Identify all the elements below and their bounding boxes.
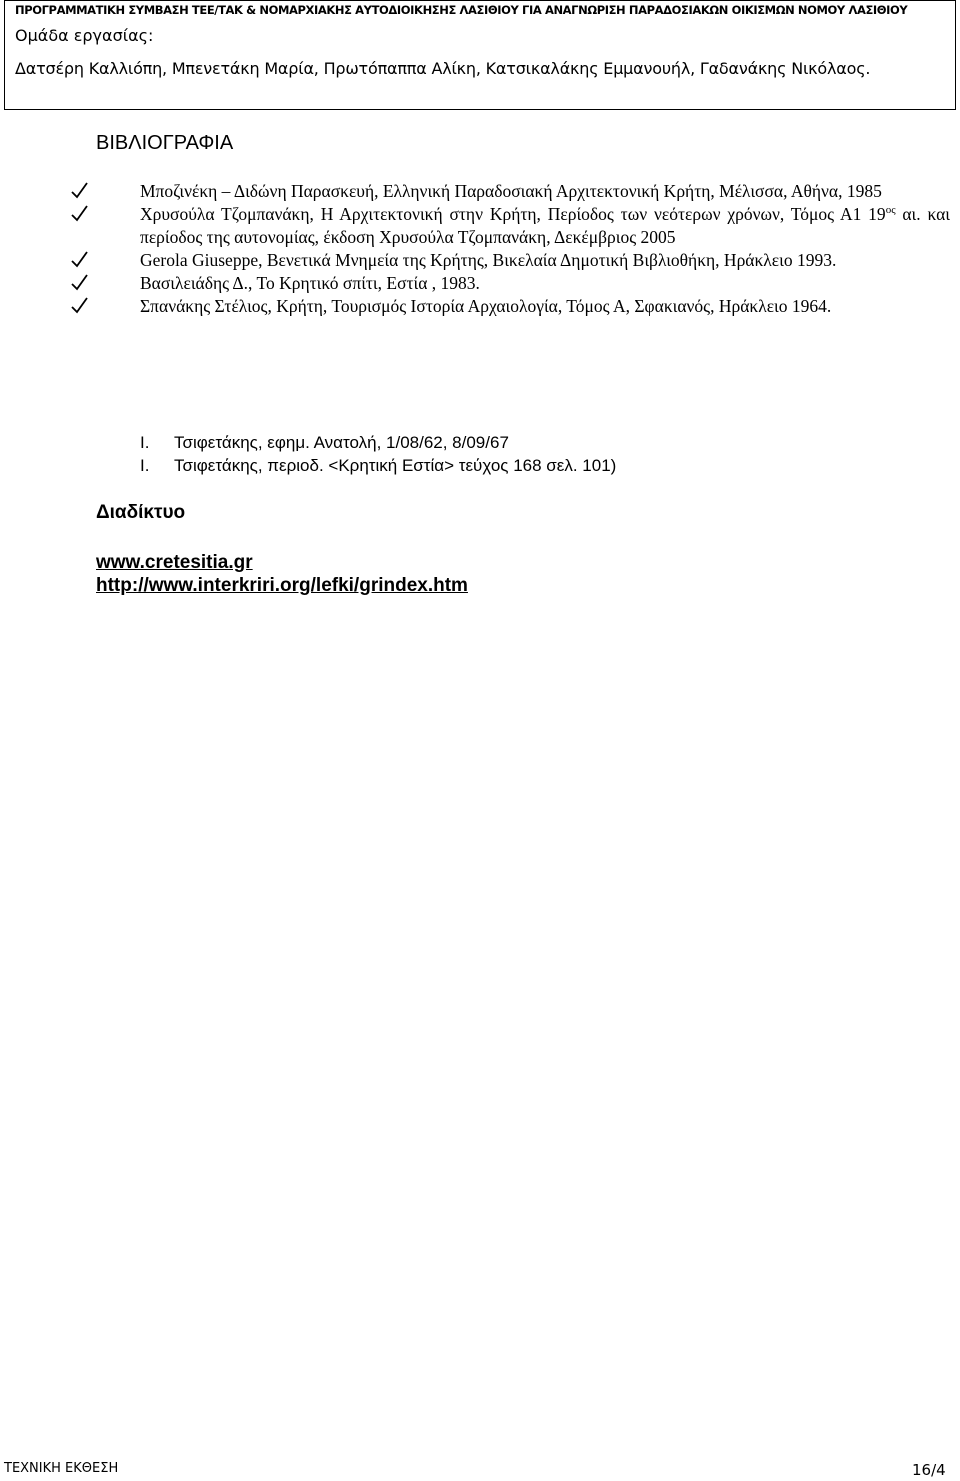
reference-text: Gerola Giuseppe, Βενετικά Μνημεία της Κρήτης, Βικελαία Δημοτική Βιβλιοθήκη, Ηράκλειο 1993. bbox=[140, 250, 837, 270]
program-title: ΠΡΟΓΡΑΜΜΑΤΙΚΗ ΣΥΜΒΑΣΗ ΤΕΕ/ΤΑΚ & ΝΟΜΑΡΧΙΑΚΗΣ ΑΥΤΟΔΙΟΙΚΗΣΗΣ ΛΑΣΙΘΙΟΥ ΓΙΑ ΑΝΑΓΝΩΡΙΣΗ ΠΑΡΑΔΟΣΙΑΚΩΝ ΟΙΚΙΣΜΩΝ ΝΟΜΟΥ ΛΑΣΙΘΙΟΥ bbox=[15, 3, 908, 17]
internet-title: Διαδίκτυο bbox=[96, 502, 186, 523]
reference-item bbox=[70, 180, 950, 203]
bibliography-title: ΒΙΒΛΙΟΓΡΑΦΙΑ bbox=[96, 132, 234, 154]
reference-text: Σπανάκης Στέλιος, Κρήτη, Τουρισμός Ιστορία Αρχαιολογία, Τόμος Α, Σφακιανός, Ηράκλειο 1964. bbox=[140, 296, 832, 316]
link-cretesitia[interactable]: www.cretesitia.gr bbox=[96, 552, 253, 573]
reference-item bbox=[70, 272, 950, 295]
reference-text: Χρυσούλα Τζομπανάκη, Η Αρχιτεκτονική στην Κρήτη, Περίοδος των νεότερων χρόνων, Τόμος Α1 19 bbox=[140, 204, 886, 224]
reference-item bbox=[70, 295, 950, 318]
bibliography-list bbox=[70, 180, 950, 318]
initial: Ι. bbox=[140, 456, 150, 475]
footer-title: ΤΕΧΝΙΚΗ ΕΚΘΕΣΗ bbox=[4, 1461, 119, 1476]
reference-text: Βασιλειάδης Δ., Το Κρητικό σπίτι, Εστία , 1983. bbox=[140, 273, 480, 293]
newspaper-references bbox=[140, 431, 616, 477]
check-icon bbox=[70, 180, 90, 203]
reference-item bbox=[140, 454, 616, 477]
page-number: 16/4 bbox=[912, 1461, 946, 1479]
reference-text: Μποζινέκη – Διδώνη Παρασκευή, Ελληνική Παραδοσιακή Αρχιτεκτονική Κρήτη, Μέλισσα, Αθήνα, 1985 bbox=[140, 181, 882, 201]
reference-item bbox=[140, 431, 616, 454]
internet-links bbox=[96, 551, 468, 597]
reference-text: αι. και περίοδος της αυτονομίας, έκδοση Χρυσούλα Τζομπανάκη, Δεκέμβριος 2005 bbox=[140, 204, 950, 247]
initial: Ι. bbox=[140, 433, 150, 452]
check-icon bbox=[70, 272, 90, 295]
reference-item bbox=[70, 249, 950, 272]
reference-text: Τσιφετάκης, περιοδ. <Κρητική Εστία> τεύχος 168 σελ. 101) bbox=[174, 456, 617, 475]
header-box bbox=[4, 0, 956, 110]
team-members: Δατσέρη Καλλιόπη, Μπενετάκη Μαρία, Πρωτόπαππα Αλίκη, Κατσικαλάκης Εμμανουήλ, Γαδανάκης Νικόλαος. bbox=[15, 59, 871, 78]
superscript: ος bbox=[885, 204, 896, 217]
reference-text: Τσιφετάκης, εφημ. Ανατολή, 1/08/62, 8/09/67 bbox=[174, 433, 509, 452]
check-icon bbox=[70, 295, 90, 318]
team-label: Ομάδα εργασίας: bbox=[15, 26, 154, 45]
check-icon bbox=[70, 249, 90, 272]
link-interkriri[interactable]: http://www.interkriri.org/lefki/grindex.htm bbox=[96, 575, 468, 596]
reference-item bbox=[70, 203, 950, 249]
check-icon bbox=[70, 203, 90, 226]
